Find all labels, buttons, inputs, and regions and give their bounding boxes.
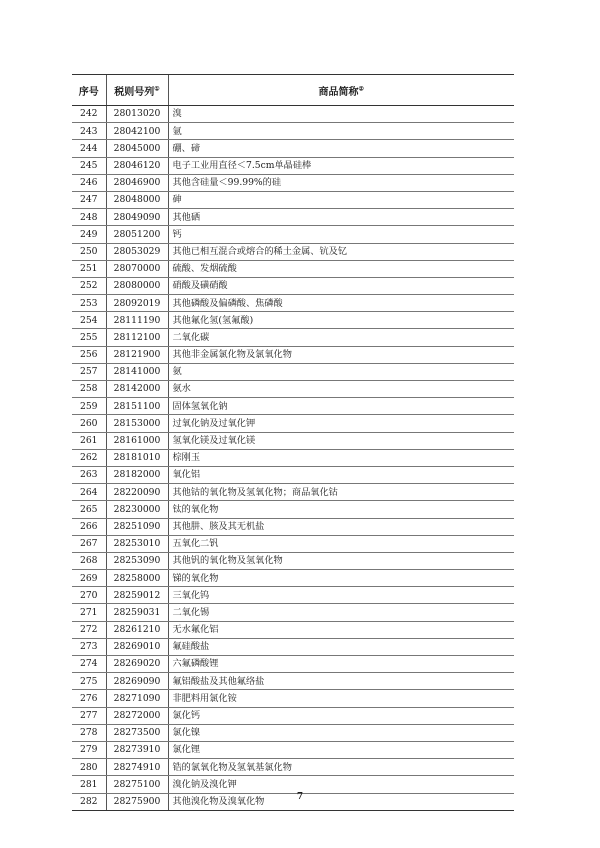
table-row (72, 226, 514, 243)
table-row (72, 346, 514, 363)
table-row (72, 759, 514, 776)
product-name-cell: 其他硒 (168, 209, 514, 226)
tariff-code-cell: 28261210 (106, 621, 168, 638)
product-name-cell: 棕刚玉 (168, 449, 514, 466)
product-name-cell: 钛的氧化物 (168, 501, 514, 518)
seq-cell: 243 (72, 123, 106, 140)
tariff-code-cell: 28080000 (106, 277, 168, 294)
seq-cell: 280 (72, 759, 106, 776)
table-row (72, 243, 514, 260)
table-row (72, 363, 514, 380)
seq-cell: 255 (72, 329, 106, 346)
tariff-code-cell: 28111190 (106, 312, 168, 329)
seq-cell: 263 (72, 466, 106, 483)
product-name-cell: 电子工业用直径＜7.5cm单晶硅棒 (168, 157, 514, 174)
tariff-code-cell: 28269020 (106, 656, 168, 673)
table-row (72, 621, 514, 638)
seq-cell: 277 (72, 707, 106, 724)
seq-cell: 247 (72, 191, 106, 208)
table-row (72, 415, 514, 432)
product-name-cell: 其他已相互混合或熔合的稀土金属、钪及钇 (168, 243, 514, 260)
seq-cell: 271 (72, 604, 106, 621)
tariff-code-cell: 28258000 (106, 570, 168, 587)
table-row (72, 381, 514, 398)
seq-cell: 250 (72, 243, 106, 260)
tariff-code-cell: 28269090 (106, 673, 168, 690)
table-row (72, 484, 514, 501)
seq-cell: 266 (72, 518, 106, 535)
table-row (72, 312, 514, 329)
seq-cell: 278 (72, 724, 106, 741)
product-name-cell: 氯化镍 (168, 724, 514, 741)
tariff-code-cell: 28182000 (106, 466, 168, 483)
seq-cell: 272 (72, 621, 106, 638)
table-row (72, 518, 514, 535)
table-row (72, 329, 514, 346)
header-code (106, 75, 168, 106)
seq-cell: 245 (72, 157, 106, 174)
product-name-cell: 过氧化钠及过氧化钾 (168, 415, 514, 432)
product-name-cell: 钙 (168, 226, 514, 243)
header-name-label: 商品简称 (318, 86, 359, 98)
tariff-code-cell: 28220090 (106, 484, 168, 501)
page-number: 7 (296, 792, 304, 802)
table-row (72, 295, 514, 312)
tariff-code-cell: 28259012 (106, 587, 168, 604)
tariff-code-cell: 28048000 (106, 191, 168, 208)
table-row (72, 277, 514, 294)
seq-cell: 242 (72, 106, 106, 123)
tariff-code-cell: 28051200 (106, 226, 168, 243)
seq-cell: 267 (72, 535, 106, 552)
table-row (72, 690, 514, 707)
seq-cell: 254 (72, 312, 106, 329)
tariff-code-cell: 28121900 (106, 346, 168, 363)
tariff-code-cell: 28053029 (106, 243, 168, 260)
seq-cell: 279 (72, 741, 106, 758)
product-name-cell: 其他磷酸及偏磷酸、焦磷酸 (168, 295, 514, 312)
seq-cell: 259 (72, 398, 106, 415)
product-name-cell: 硼、碲 (168, 140, 514, 157)
seq-cell: 276 (72, 690, 106, 707)
table-row (72, 656, 514, 673)
tariff-code-cell: 28151100 (106, 398, 168, 415)
tariff-code-cell: 28259031 (106, 604, 168, 621)
table-row (72, 157, 514, 174)
table-row (72, 570, 514, 587)
tariff-code-cell: 28269010 (106, 638, 168, 655)
table-row (72, 174, 514, 191)
product-name-cell: 无水氟化铝 (168, 621, 514, 638)
tariff-code-cell: 28275900 (106, 793, 168, 810)
table-row (72, 776, 514, 793)
tariff-code-cell: 28112100 (106, 329, 168, 346)
tariff-code-cell: 28045000 (106, 140, 168, 157)
table-row (72, 587, 514, 604)
product-name-cell: 二氧化碳 (168, 329, 514, 346)
tariff-code-cell: 28142000 (106, 381, 168, 398)
product-name-cell: 氟铝酸盐及其他氟络盐 (168, 673, 514, 690)
product-name-cell: 氨水 (168, 381, 514, 398)
tariff-code-cell: 28153000 (106, 415, 168, 432)
product-name-cell: 溴 (168, 106, 514, 123)
table-row (72, 209, 514, 226)
seq-cell: 260 (72, 415, 106, 432)
table-row (72, 449, 514, 466)
product-name-cell: 氧化铝 (168, 466, 514, 483)
tariff-code-cell: 28013020 (106, 106, 168, 123)
seq-cell: 261 (72, 432, 106, 449)
header-seq-label: 序号 (78, 86, 99, 98)
footnote-mark-1: ① (154, 85, 160, 93)
product-name-cell: 锑的氧化物 (168, 570, 514, 587)
product-name-cell: 三氧化钨 (168, 587, 514, 604)
tariff-code-cell: 28181010 (106, 449, 168, 466)
table-row (72, 191, 514, 208)
product-name-cell: 其他钒的氧化物及氢氧化物 (168, 552, 514, 569)
table-row (72, 123, 514, 140)
tariff-code-cell: 28251090 (106, 518, 168, 535)
product-name-cell: 氟硅酸盐 (168, 638, 514, 655)
table-row (72, 106, 514, 123)
header-name (168, 75, 514, 106)
tariff-code-cell: 28275100 (106, 776, 168, 793)
product-name-cell: 非肥料用氯化铵 (168, 690, 514, 707)
table-row (72, 724, 514, 741)
seq-cell: 269 (72, 570, 106, 587)
table-row (72, 501, 514, 518)
product-name-cell: 氨 (168, 363, 514, 380)
tariff-code-cell: 28141000 (106, 363, 168, 380)
tariff-table (72, 74, 514, 811)
product-name-cell: 其他肼、胲及其无机盐 (168, 518, 514, 535)
product-name-cell: 其他钴的氧化物及氢氧化物；商品氧化钴 (168, 484, 514, 501)
product-name-cell: 其他溴化物及溴氧化物 (168, 793, 514, 810)
product-name-cell: 二氧化锡 (168, 604, 514, 621)
product-name-cell: 氩 (168, 123, 514, 140)
product-name-cell: 其他非金属氯化物及氯氧化物 (168, 346, 514, 363)
header-code-label: 税则号列 (114, 86, 155, 98)
product-name-cell: 固体氢氧化钠 (168, 398, 514, 415)
product-name-cell: 五氧化二钒 (168, 535, 514, 552)
seq-cell: 249 (72, 226, 106, 243)
tariff-code-cell: 28273500 (106, 724, 168, 741)
product-name-cell: 其他氟化氢(氢氟酸) (168, 312, 514, 329)
seq-cell: 281 (72, 776, 106, 793)
product-name-cell: 硫酸、发烟硫酸 (168, 260, 514, 277)
seq-cell: 273 (72, 638, 106, 655)
seq-cell: 270 (72, 587, 106, 604)
seq-cell: 246 (72, 174, 106, 191)
table-row (72, 741, 514, 758)
tariff-code-cell: 28272000 (106, 707, 168, 724)
table-row (72, 260, 514, 277)
tariff-code-cell: 28070000 (106, 260, 168, 277)
seq-cell: 248 (72, 209, 106, 226)
product-name-cell: 六氟磷酸锂 (168, 656, 514, 673)
table-row (72, 673, 514, 690)
seq-cell: 275 (72, 673, 106, 690)
tariff-code-cell: 28253010 (106, 535, 168, 552)
tariff-code-cell: 28230000 (106, 501, 168, 518)
footnote-mark-2: ② (358, 85, 364, 93)
table-row (72, 140, 514, 157)
header-seq (72, 75, 106, 106)
seq-cell: 258 (72, 381, 106, 398)
seq-cell: 257 (72, 363, 106, 380)
tariff-code-cell: 28161000 (106, 432, 168, 449)
tariff-code-cell: 28092019 (106, 295, 168, 312)
product-name-cell: 锆的氯氧化物及氢氧基氯化物 (168, 759, 514, 776)
seq-cell: 253 (72, 295, 106, 312)
seq-cell: 256 (72, 346, 106, 363)
seq-cell: 265 (72, 501, 106, 518)
tariff-code-cell: 28046900 (106, 174, 168, 191)
table-row (72, 398, 514, 415)
table-row (72, 432, 514, 449)
tariff-code-cell: 28271090 (106, 690, 168, 707)
seq-cell: 244 (72, 140, 106, 157)
tariff-code-cell: 28273910 (106, 741, 168, 758)
product-name-cell: 氢氧化镁及过氧化镁 (168, 432, 514, 449)
product-name-cell: 氯化锂 (168, 741, 514, 758)
seq-cell: 251 (72, 260, 106, 277)
tariff-code-cell: 28253090 (106, 552, 168, 569)
seq-cell: 274 (72, 656, 106, 673)
table-row (72, 707, 514, 724)
product-name-cell: 其他含硅量＜99.99%的硅 (168, 174, 514, 191)
product-name-cell: 溴化钠及溴化钾 (168, 776, 514, 793)
tariff-code-cell: 28046120 (106, 157, 168, 174)
product-name-cell: 硝酸及磺硝酸 (168, 277, 514, 294)
table-header-row (72, 75, 514, 106)
seq-cell: 264 (72, 484, 106, 501)
table-row (72, 552, 514, 569)
table-row (72, 638, 514, 655)
product-name-cell: 砷 (168, 191, 514, 208)
tariff-code-cell: 28274910 (106, 759, 168, 776)
seq-cell: 252 (72, 277, 106, 294)
tariff-code-cell: 28049090 (106, 209, 168, 226)
seq-cell: 262 (72, 449, 106, 466)
seq-cell: 268 (72, 552, 106, 569)
seq-cell: 282 (72, 793, 106, 810)
table-row (72, 535, 514, 552)
tariff-code-cell: 28042100 (106, 123, 168, 140)
product-name-cell: 氯化钙 (168, 707, 514, 724)
table-row (72, 466, 514, 483)
table-row (72, 604, 514, 621)
table-body (72, 106, 514, 811)
